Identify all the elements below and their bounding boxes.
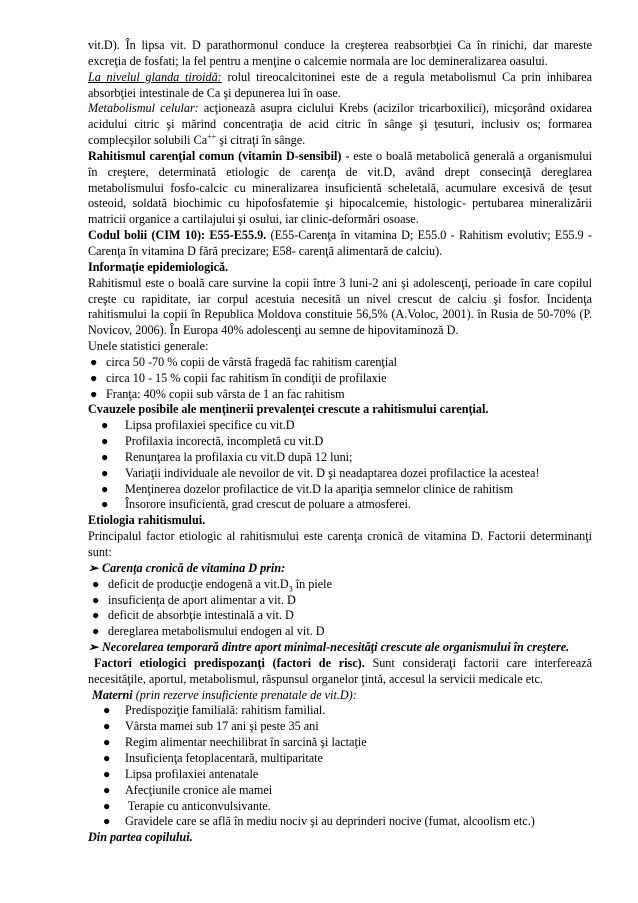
list-item xyxy=(88,593,592,609)
paragraph-parathormon: vit.D). În lipsa vit. D parathormonul conduce la creşterea reabsorbţiei Ca în rinichi, dar mareste excreţia de fosfati; la fel pentru a menţine o calcemie normala are loc demineralizarea oasului. xyxy=(88,38,592,68)
bullet-icon: ● xyxy=(103,782,111,797)
bullet-icon: ● xyxy=(101,497,109,512)
list-item-text: circa 10 - 15 % copii fac rahitism în condiţii de profilaxie xyxy=(106,370,387,385)
paragraph-metabolism-celular xyxy=(88,101,592,149)
paragraph-cod-boala xyxy=(88,228,592,260)
list-item-text: Regim alimentar neechilibrat în sarcină şi lactaţie xyxy=(125,735,367,750)
bullet-icon: ● xyxy=(92,576,100,591)
list-item-text: Însorore insuficientă, grad crescut de poluare a atmosferei. xyxy=(125,497,411,512)
definitie-heading: Rahitismul carenţial comun (vitamin D-sensibil) - xyxy=(88,148,350,163)
paragraph-epidemiologie: Rahitismul este o boală care survine la copii între 3 luni-2 ani şi adolescenţi, perioade în care copilul creşte cu rapiditate, iar corpul acestuia necesită un nivel crescut de calciu şi fosfor. Incidenţa rahitismului la copii în Republica Moldova constituie 56,5% (A.Voloc, 2001). în Rusia de 50-70% (P. Novicov, 2006). În Europa 40% adolescenţi au semne de hipovitaminoză D. xyxy=(88,275,592,338)
list-item xyxy=(88,466,592,482)
bullet-icon: ● xyxy=(90,386,98,401)
list-item xyxy=(88,735,592,751)
paragraph-factori-risc xyxy=(88,656,592,688)
list-item xyxy=(88,355,592,371)
paragraph-tiroida xyxy=(88,70,592,102)
bullet-icon: ● xyxy=(92,608,100,623)
bullet-icon: ● xyxy=(103,719,111,734)
list-item-text: dereglarea metabolismului endogen al vit. D xyxy=(108,624,325,639)
list-item xyxy=(88,767,592,783)
d3-subscript: 3 xyxy=(288,584,293,594)
list-item xyxy=(88,434,592,450)
bullet-icon: ● xyxy=(90,354,98,369)
paragraph-etiologie: Principalul factor etiologic al rahitismului este carenţa cronică de vitamina D. Factorii determinanţi sunt: xyxy=(88,529,592,559)
ca-superscript: ++ xyxy=(207,132,217,141)
arrow-item-text: Carenţa cronică de vitamina D prin: xyxy=(102,560,286,575)
list-item-text: Lipsa profilaxiei specifice cu vit.D xyxy=(125,418,295,433)
list-item-tail: în piele xyxy=(292,576,332,591)
bullet-icon: ● xyxy=(90,370,98,385)
bullet-icon: ● xyxy=(101,481,109,496)
list-item xyxy=(88,751,592,767)
tiroida-heading: La nivelul glanda tiroidă: xyxy=(88,69,222,84)
list-item-text: Variaţii individuale ale nevoilor de vit. D şi neadaptarea dozei profilactice la acestea! xyxy=(125,465,540,480)
cod-heading: Codul bolii (CIM 10): E55-E55.9. xyxy=(88,228,267,243)
list-item-text: Vârsta mamei sub 17 ani şi peste 35 ani xyxy=(125,719,319,734)
list-item-text: deficit de absorbţie intestinală a vit. D xyxy=(108,608,294,623)
list-item-text: deficit de producţie endogenă a vit.D xyxy=(108,576,289,591)
bullet-icon: ● xyxy=(101,465,109,480)
list-item-text: circa 50 -70 % copii de vârstă fragedă fac rahitism carenţial xyxy=(106,354,398,369)
definitie-text: este o boală metabolică generală a organismului în creştere, determinată etiologic de carenţa de vit.D, având drept consecinţă dereglarea metabolismului fosfo-calcic cu mineralizarea insuficientă scheletală, acumulare excesivă de ţesut osteoid, soldată biochimic cu hipofosfatemie şi hipocalcemie, histologic- pertubarea mineralizării matricii organice a cartilajului şi osului, iar clinic-deformări osoase. xyxy=(88,148,592,227)
list-item-text: Renunţarea la profilaxia cu vit.D după 12 luni; xyxy=(125,449,353,464)
heading-epidemiologie: Informaţie epidemiologică. xyxy=(88,259,229,274)
list-item-text: Profilaxia incorectă, incompletă cu vit.D xyxy=(125,434,324,449)
document-page xyxy=(88,38,592,846)
heading-din-partea-copilului: Din partea copilului. xyxy=(88,830,193,845)
arrow-item-text: Necorelarea temporară dintre aport minimal-necesităţi crescute ale organismului în creştere. xyxy=(102,640,570,655)
bullet-icon: ● xyxy=(103,735,111,750)
list-item-text: insuficienţa de aport alimentar a vit. D xyxy=(108,592,296,607)
list-item xyxy=(88,418,592,434)
list-item xyxy=(88,497,592,513)
heading-cauze: Cvauzele posibile ale menţinerii prevalenţei crescute a rahitismului carenţial. xyxy=(88,402,489,417)
list-item-text: Afecţiunile cronice ale mamei xyxy=(125,782,273,797)
list-item xyxy=(88,371,592,387)
list-item xyxy=(88,450,592,466)
metabolism-tail: şi citraţi în sânge. xyxy=(216,133,306,148)
list-item-text: Insuficienţa fetoplacentară, multiparitate xyxy=(125,750,323,765)
list-item xyxy=(88,703,592,719)
bullet-icon: ● xyxy=(101,449,109,464)
list-item xyxy=(88,814,592,830)
bullet-icon: ● xyxy=(101,434,109,449)
bullet-icon: ● xyxy=(103,750,111,765)
list-item-text: Franţa: 40% copii sub vârsta de 1 an fac rahitism xyxy=(106,386,345,401)
cauze-list xyxy=(88,418,592,513)
list-item xyxy=(88,482,592,498)
materni-list xyxy=(88,703,592,830)
bullet-icon: ● xyxy=(103,703,111,718)
list-item xyxy=(88,783,592,799)
list-item xyxy=(88,387,592,403)
factori-heading: Factori etiologici predispozanţi (factori de risc). xyxy=(94,655,365,670)
list-item xyxy=(88,608,592,624)
list-item-text: Menţinerea dozelor profilactice de vit.D la apariţia semnelor clinice de rahitism xyxy=(125,481,514,496)
bullet-icon: ● xyxy=(92,624,100,639)
carenta-list xyxy=(88,577,592,640)
arrow-item-necorelare xyxy=(88,640,592,656)
arrow-bullet-icon: ➢ xyxy=(88,640,99,655)
bullet-icon: ● xyxy=(103,798,111,813)
materni-heading: Materni xyxy=(92,687,133,702)
list-item-text: Lipsa profilaxiei antenatale xyxy=(125,766,259,781)
heading-etiologie: Etiologia rahitismului. xyxy=(88,513,206,528)
bullet-icon: ● xyxy=(101,418,109,433)
materni-text: (prin rezerve insuficiente prenatale de vit.D): xyxy=(132,687,357,702)
arrow-bullet-icon: ➢ xyxy=(88,560,99,575)
bullet-icon: ● xyxy=(103,814,111,829)
factori-text: Sunt consideraţi factorii care interferează necesităţile, aportul, metabolismul, răspunsul organelor ţintă, accesul la servicii medicale etc. xyxy=(88,655,592,686)
list-item xyxy=(88,624,592,640)
paragraph-materni xyxy=(88,688,592,704)
metabolism-heading: Metabolismul celular: xyxy=(88,101,199,116)
cod-text: (E55-Carenţa în vitamina D; E55.0 - Rahitism evolutiv; E55.9 - Carenţa în vitamina D fără precizare; E58- carenţă alimentară de calciu). xyxy=(88,228,592,258)
statistics-list xyxy=(88,355,592,403)
metabolism-text: acţionează asupra ciclului Krebs (acizilor tricarboxilici), micşorând oxidarea acidului citric şi mărind concentraţia de acid citric în sânge şi ţesuturi, inclusiv os; formarea complecşilor solubili Ca xyxy=(88,101,592,148)
bullet-icon: ● xyxy=(92,592,100,607)
bullet-icon: ● xyxy=(103,766,111,781)
list-item xyxy=(88,799,592,815)
tiroida-text: rolul tireocalcitoninei este de a regula metabolismul Ca prin inhibarea absorbţiei intestinale de Ca şi depunerea lui în oase. xyxy=(88,69,592,100)
list-item-text: Gravidele care se află în mediu nociv şi au deprinderi nocive (fumat, alcoolism etc.) xyxy=(125,814,535,829)
paragraph-statistici: Unele statistici generale: xyxy=(88,339,209,354)
list-item-text: Terapie cu anticonvulsivante. xyxy=(125,798,271,813)
list-item-text: Predispoziţie familială: rahitism familial. xyxy=(125,703,326,718)
paragraph-definitie xyxy=(88,149,592,228)
list-item xyxy=(88,719,592,735)
arrow-item-carenta xyxy=(88,561,592,577)
list-item xyxy=(88,577,592,593)
